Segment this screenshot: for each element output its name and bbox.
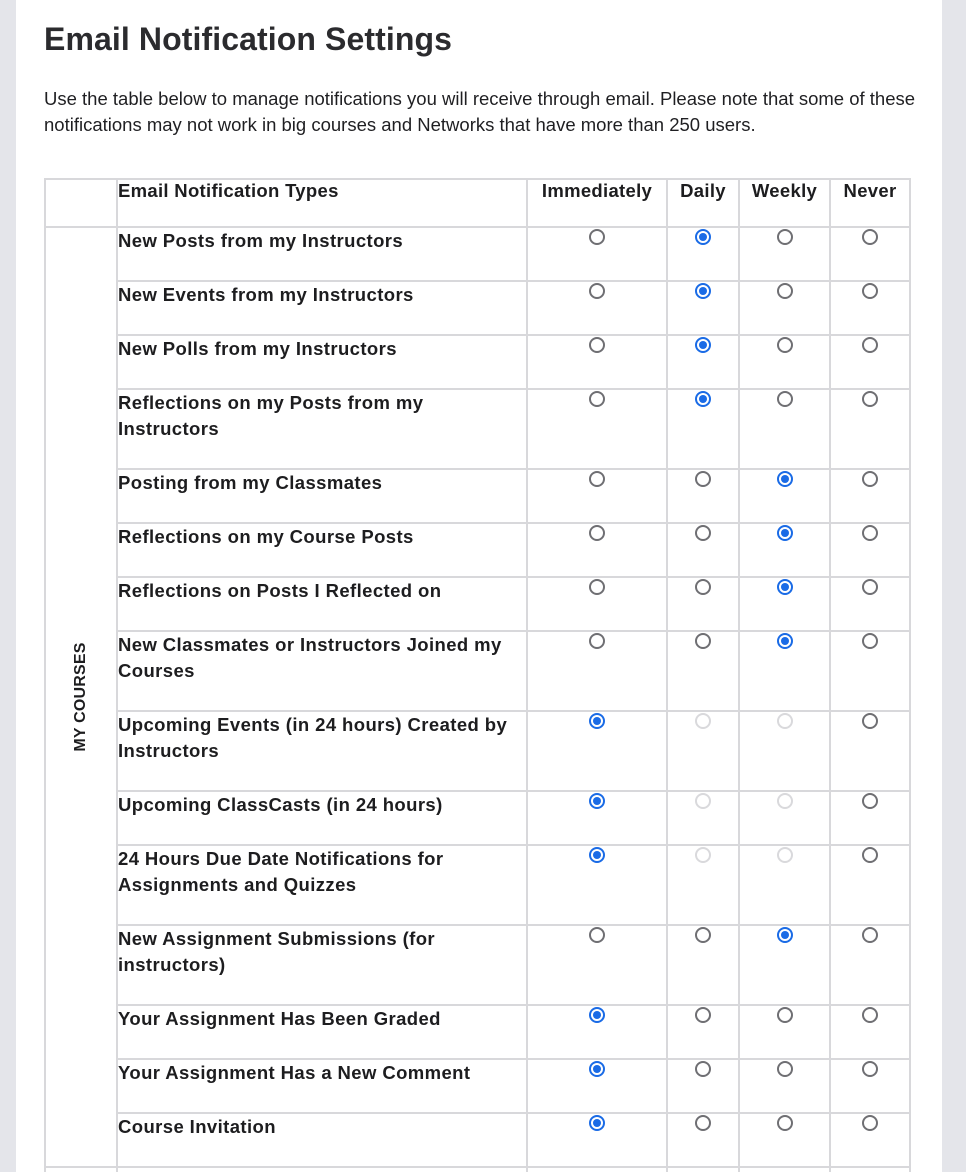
radio-weekly (777, 713, 793, 729)
table-row (45, 845, 910, 925)
option-cell-daily (667, 523, 739, 577)
option-cell-weekly (739, 577, 830, 631)
option-cell-weekly (739, 711, 830, 791)
option-cell-never (830, 1167, 910, 1172)
radio-never[interactable] (862, 793, 878, 809)
radio-immediately[interactable] (589, 283, 605, 299)
notification-type-label: Course Invitation (117, 1113, 527, 1167)
option-cell-immediately (527, 1113, 667, 1167)
radio-daily[interactable] (695, 391, 711, 407)
header-types: Email Notification Types (117, 179, 527, 227)
option-cell-daily (667, 227, 739, 281)
option-cell-never (830, 577, 910, 631)
notification-table (44, 178, 911, 1172)
radio-immediately[interactable] (589, 847, 605, 863)
table-row (45, 1167, 910, 1172)
radio-never[interactable] (862, 337, 878, 353)
option-cell-never (830, 1059, 910, 1113)
radio-daily[interactable] (695, 283, 711, 299)
option-cell-weekly (739, 791, 830, 845)
radio-never[interactable] (862, 471, 878, 487)
header-immediately: Immediately (527, 179, 667, 227)
option-cell-daily (667, 1005, 739, 1059)
notification-type-label: Your Assignment Has Been Graded (117, 1005, 527, 1059)
option-cell-daily (667, 791, 739, 845)
table-row (45, 711, 910, 791)
header-daily: Daily (667, 179, 739, 227)
option-cell-immediately (527, 227, 667, 281)
notification-type-label (117, 1167, 527, 1172)
option-cell-never (830, 631, 910, 711)
radio-weekly[interactable] (777, 229, 793, 245)
radio-weekly[interactable] (777, 525, 793, 541)
radio-immediately[interactable] (589, 579, 605, 595)
group-cell (45, 227, 117, 1167)
table-row (45, 523, 910, 577)
notification-type-label: New Classmates or Instructors Joined my Courses (117, 631, 527, 711)
option-cell-weekly (739, 335, 830, 389)
group-label: MY COURSES (72, 642, 89, 752)
option-cell-immediately (527, 1005, 667, 1059)
radio-immediately[interactable] (589, 525, 605, 541)
notification-type-label: Upcoming Events (in 24 hours) Created by Instructors (117, 711, 527, 791)
option-cell-daily (667, 1059, 739, 1113)
header-blank (45, 179, 117, 227)
option-cell-never (830, 791, 910, 845)
option-cell-daily (667, 631, 739, 711)
radio-weekly[interactable] (777, 1115, 793, 1131)
option-cell-weekly (739, 281, 830, 335)
radio-immediately[interactable] (589, 713, 605, 729)
radio-never[interactable] (862, 713, 878, 729)
radio-daily[interactable] (695, 1115, 711, 1131)
option-cell-never (830, 523, 910, 577)
header-weekly: Weekly (739, 179, 830, 227)
notification-type-label: New Polls from my Instructors (117, 335, 527, 389)
radio-never[interactable] (862, 579, 878, 595)
group-cell (45, 1167, 117, 1172)
radio-immediately[interactable] (589, 1115, 605, 1131)
option-cell-daily (667, 711, 739, 791)
radio-daily[interactable] (695, 229, 711, 245)
radio-daily[interactable] (695, 1007, 711, 1023)
notification-type-label: Reflections on Posts I Reflected on (117, 577, 527, 631)
table-row (45, 577, 910, 631)
option-cell-weekly (739, 523, 830, 577)
option-cell-never (830, 1005, 910, 1059)
notification-type-label: New Events from my Instructors (117, 281, 527, 335)
radio-immediately[interactable] (589, 229, 605, 245)
radio-daily[interactable] (695, 337, 711, 353)
option-cell-immediately (527, 577, 667, 631)
option-cell-immediately (527, 631, 667, 711)
radio-immediately[interactable] (589, 337, 605, 353)
header-row (45, 179, 910, 227)
table-row (45, 791, 910, 845)
radio-daily[interactable] (695, 525, 711, 541)
table-row (45, 925, 910, 1005)
table-row (45, 281, 910, 335)
option-cell-daily (667, 281, 739, 335)
option-cell-daily (667, 1113, 739, 1167)
option-cell-immediately (527, 845, 667, 925)
radio-weekly (777, 847, 793, 863)
radio-never[interactable] (862, 525, 878, 541)
option-cell-never (830, 711, 910, 791)
radio-immediately[interactable] (589, 793, 605, 809)
radio-weekly[interactable] (777, 471, 793, 487)
radio-daily (695, 793, 711, 809)
notification-type-label: 24 Hours Due Date Notifications for Assignments and Quizzes (117, 845, 527, 925)
option-cell-never (830, 281, 910, 335)
radio-immediately[interactable] (589, 391, 605, 407)
notification-type-label: Reflections on my Course Posts (117, 523, 527, 577)
page-title: Email Notification Settings (44, 21, 453, 57)
option-cell-never (830, 925, 910, 1005)
option-cell-daily (667, 1167, 739, 1172)
option-cell-weekly (739, 925, 830, 1005)
radio-weekly[interactable] (777, 283, 793, 299)
radio-weekly[interactable] (777, 391, 793, 407)
table-row (45, 335, 910, 389)
option-cell-weekly (739, 1059, 830, 1113)
option-cell-never (830, 469, 910, 523)
option-cell-immediately (527, 791, 667, 845)
notification-type-label: Your Assignment Has a New Comment (117, 1059, 527, 1113)
radio-weekly[interactable] (777, 1007, 793, 1023)
option-cell-never (830, 227, 910, 281)
radio-weekly[interactable] (777, 579, 793, 595)
option-cell-immediately (527, 335, 667, 389)
option-cell-weekly (739, 1005, 830, 1059)
notification-type-label: Posting from my Classmates (117, 469, 527, 523)
radio-never[interactable] (862, 229, 878, 245)
option-cell-weekly (739, 389, 830, 469)
option-cell-weekly (739, 1167, 830, 1172)
notification-type-label: New Assignment Submissions (for instructors) (117, 925, 527, 1005)
radio-never[interactable] (862, 927, 878, 943)
table-row (45, 1005, 910, 1059)
radio-weekly[interactable] (777, 633, 793, 649)
option-cell-never (830, 335, 910, 389)
option-cell-weekly (739, 469, 830, 523)
intro-text: Use the table below to manage notifications you will receive through email. Please note that some of these notifications may not work in big courses and Networks that have more than 250 users. (44, 88, 916, 135)
radio-never[interactable] (862, 1007, 878, 1023)
radio-weekly[interactable] (777, 927, 793, 943)
option-cell-immediately (527, 1167, 667, 1172)
radio-never[interactable] (862, 283, 878, 299)
radio-daily[interactable] (695, 579, 711, 595)
table-row (45, 631, 910, 711)
radio-weekly[interactable] (777, 337, 793, 353)
radio-daily[interactable] (695, 633, 711, 649)
radio-daily[interactable] (695, 471, 711, 487)
option-cell-never (830, 1113, 910, 1167)
option-cell-daily (667, 469, 739, 523)
option-cell-daily (667, 925, 739, 1005)
option-cell-weekly (739, 1113, 830, 1167)
option-cell-weekly (739, 845, 830, 925)
option-cell-daily (667, 335, 739, 389)
option-cell-weekly (739, 227, 830, 281)
radio-immediately[interactable] (589, 633, 605, 649)
option-cell-daily (667, 577, 739, 631)
radio-never[interactable] (862, 1115, 878, 1131)
radio-never[interactable] (862, 847, 878, 863)
radio-weekly[interactable] (777, 1061, 793, 1077)
radio-never[interactable] (862, 391, 878, 407)
header-never: Never (830, 179, 910, 227)
radio-immediately[interactable] (589, 471, 605, 487)
radio-never[interactable] (862, 1061, 878, 1077)
notification-type-label: New Posts from my Instructors (117, 227, 527, 281)
table-row (45, 469, 910, 523)
option-cell-daily (667, 845, 739, 925)
radio-immediately[interactable] (589, 1007, 605, 1023)
option-cell-immediately (527, 925, 667, 1005)
radio-daily (695, 847, 711, 863)
settings-card (16, 0, 942, 1172)
option-cell-never (830, 845, 910, 925)
radio-never[interactable] (862, 633, 878, 649)
option-cell-immediately (527, 711, 667, 791)
option-cell-immediately (527, 523, 667, 577)
table-row (45, 1059, 910, 1113)
radio-immediately[interactable] (589, 927, 605, 943)
option-cell-immediately (527, 389, 667, 469)
radio-daily (695, 713, 711, 729)
table-row (45, 389, 910, 469)
option-cell-immediately (527, 1059, 667, 1113)
option-cell-never (830, 389, 910, 469)
radio-immediately[interactable] (589, 1061, 605, 1077)
notification-type-label: Upcoming ClassCasts (in 24 hours) (117, 791, 527, 845)
option-cell-weekly (739, 631, 830, 711)
notification-type-label: Reflections on my Posts from my Instructors (117, 389, 527, 469)
radio-daily[interactable] (695, 927, 711, 943)
radio-daily[interactable] (695, 1061, 711, 1077)
table-row (45, 1113, 910, 1167)
option-cell-daily (667, 389, 739, 469)
option-cell-immediately (527, 281, 667, 335)
radio-weekly (777, 793, 793, 809)
option-cell-immediately (527, 469, 667, 523)
table-row (45, 227, 910, 281)
